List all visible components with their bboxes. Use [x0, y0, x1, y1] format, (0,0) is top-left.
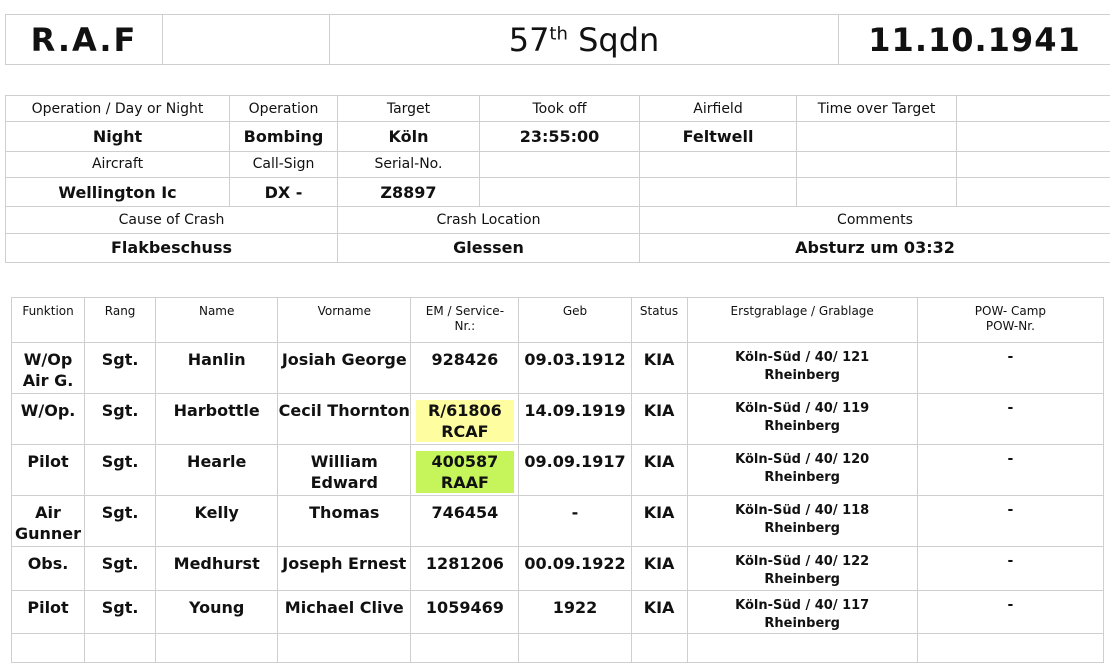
cell-vorname: Thomas [278, 496, 411, 547]
table-row [12, 547, 1104, 591]
cell-status: KIA [631, 591, 687, 634]
cell-funktion: Pilot [12, 591, 85, 634]
label-aircraft: Aircraft [6, 151, 230, 177]
empty-cell [480, 151, 640, 177]
crew-table [11, 297, 1104, 663]
cell-status: KIA [631, 445, 687, 496]
empty-cell [957, 96, 1110, 122]
cell-status: KIA [631, 343, 687, 394]
cell-vorname: William Edward [278, 445, 411, 496]
empty-cell [917, 634, 1103, 663]
label-comments: Comments [640, 207, 1110, 233]
empty-cell [797, 177, 957, 206]
cell-service-nr: 1281206 [411, 547, 519, 591]
empty-cell [278, 634, 411, 663]
cell-name: Young [156, 591, 278, 634]
cell-service-nr: 928426 [411, 343, 519, 394]
empty-cell [687, 634, 917, 663]
col-pow: POW- Camp POW-Nr. [917, 298, 1103, 343]
col-vorname: Vorname [278, 298, 411, 343]
cell-vorname: Michael Clive [278, 591, 411, 634]
cell-geb: 09.03.1912 [519, 343, 631, 394]
squadron-title: 57th Sqdn [330, 15, 839, 65]
label-operation: Operation [230, 96, 338, 122]
empty-cell [631, 634, 687, 663]
cell-pow: - [917, 496, 1103, 547]
empty-cell [85, 634, 156, 663]
org-label: R.A.F [6, 15, 163, 65]
cell-pow: - [917, 445, 1103, 496]
cell-vorname: Cecil Thornton [278, 394, 411, 445]
cell-geb: 00.09.1922 [519, 547, 631, 591]
col-funktion: Funktion [12, 298, 85, 343]
col-grablage: Erstgrablage / Grablage [687, 298, 917, 343]
cell-pow: - [917, 343, 1103, 394]
empty-cell [640, 177, 797, 206]
empty-cell [411, 634, 519, 663]
cell-geb: 09.09.1917 [519, 445, 631, 496]
col-status: Status [631, 298, 687, 343]
empty-cell [797, 151, 957, 177]
empty-cell [957, 177, 1110, 206]
value-day-night: Night [6, 122, 230, 151]
cell-pow: - [917, 394, 1103, 445]
cell-status: KIA [631, 496, 687, 547]
cell-status: KIA [631, 547, 687, 591]
cell-rang: Sgt. [85, 591, 156, 634]
cell-name: Medhurst [156, 547, 278, 591]
cell-pow: - [917, 547, 1103, 591]
cell-service-nr: 1059469 [411, 591, 519, 634]
header-table [5, 14, 1110, 65]
label-cause-of-crash: Cause of Crash [6, 207, 338, 233]
cell-name: Kelly [156, 496, 278, 547]
cell-funktion: W/Op. [12, 394, 85, 445]
cell-rang: Sgt. [85, 496, 156, 547]
cell-geb: 14.09.1919 [519, 394, 631, 445]
col-name: Name [156, 298, 278, 343]
empty-cell [156, 634, 278, 663]
operation-table [5, 95, 1110, 263]
label-operation-day-night: Operation / Day or Night [6, 96, 230, 122]
empty-cell [480, 177, 640, 206]
value-crash-location: Glessen [338, 233, 640, 262]
cell-service-nr [411, 445, 519, 496]
cell-grablage: Köln-Süd / 40/ 118 Rheinberg [687, 496, 917, 547]
cell-rang: Sgt. [85, 547, 156, 591]
empty-cell [519, 634, 631, 663]
value-serial-no: Z8897 [338, 177, 480, 206]
cell-name: Hanlin [156, 343, 278, 394]
table-row [12, 591, 1104, 634]
cell-rang: Sgt. [85, 445, 156, 496]
header-empty-cell [163, 15, 330, 65]
cell-vorname: Joseph Ernest [278, 547, 411, 591]
empty-cell [957, 122, 1110, 151]
label-time-over-target: Time over Target [797, 96, 957, 122]
cell-geb: - [519, 496, 631, 547]
label-target: Target [338, 96, 480, 122]
cell-funktion: Obs. [12, 547, 85, 591]
label-took-off: Took off [480, 96, 640, 122]
value-airfield: Feltwell [640, 122, 797, 151]
empty-cell [12, 634, 85, 663]
value-aircraft: Wellington Ic [6, 177, 230, 206]
cell-status: KIA [631, 394, 687, 445]
cell-name: Hearle [156, 445, 278, 496]
col-geb: Geb [519, 298, 631, 343]
value-time-over-target [797, 122, 957, 151]
cell-service-nr: 746454 [411, 496, 519, 547]
cell-funktion: W/Op Air G. [12, 343, 85, 394]
value-comments: Absturz um 03:32 [640, 233, 1110, 262]
value-target: Köln [338, 122, 480, 151]
cell-vorname: Josiah George [278, 343, 411, 394]
table-row [12, 634, 1104, 663]
cell-rang: Sgt. [85, 394, 156, 445]
raaf-highlight: 400587 RAAF [416, 451, 514, 493]
table-row [12, 394, 1104, 445]
label-serial-no: Serial-No. [338, 151, 480, 177]
label-crash-location: Crash Location [338, 207, 640, 233]
empty-cell [640, 151, 797, 177]
cell-grablage: Köln-Süd / 40/ 121 Rheinberg [687, 343, 917, 394]
date-label: 11.10.1941 [839, 15, 1110, 65]
cell-geb: 1922 [519, 591, 631, 634]
cell-funktion: Pilot [12, 445, 85, 496]
cell-grablage: Köln-Süd / 40/ 120 Rheinberg [687, 445, 917, 496]
col-service-nr: EM / Service-Nr.: [411, 298, 519, 343]
cell-pow: - [917, 591, 1103, 634]
label-airfield: Airfield [640, 96, 797, 122]
cell-rang: Sgt. [85, 343, 156, 394]
rcaf-highlight: R/61806 RCAF [416, 400, 514, 442]
cell-grablage: Köln-Süd / 40/ 117 Rheinberg [687, 591, 917, 634]
cell-grablage: Köln-Süd / 40/ 122 Rheinberg [687, 547, 917, 591]
cell-name: Harbottle [156, 394, 278, 445]
label-call-sign: Call-Sign [230, 151, 338, 177]
cell-service-nr [411, 394, 519, 445]
empty-cell [957, 151, 1110, 177]
value-call-sign: DX - [230, 177, 338, 206]
cell-funktion: Air Gunner [12, 496, 85, 547]
value-operation: Bombing [230, 122, 338, 151]
col-rang: Rang [85, 298, 156, 343]
value-cause-of-crash: Flakbeschuss [6, 233, 338, 262]
cell-grablage: Köln-Süd / 40/ 119 Rheinberg [687, 394, 917, 445]
table-row [12, 445, 1104, 496]
table-row [12, 343, 1104, 394]
table-row [12, 496, 1104, 547]
value-took-off: 23:55:00 [480, 122, 640, 151]
